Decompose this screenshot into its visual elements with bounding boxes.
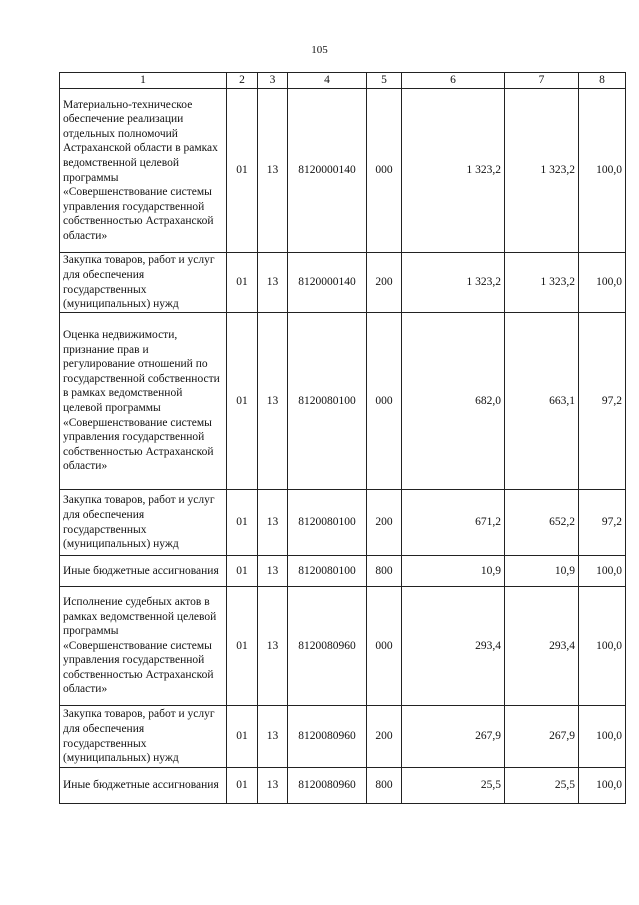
row-name: Закупка товаров, работ и услуг для обеспечения государственных (муниципальных) нужд [60,253,227,313]
cell-col6: 671,2 [402,490,505,556]
header-cell: 7 [505,73,579,89]
cell-target-article: 8120080100 [288,313,367,490]
cell-section: 01 [227,89,258,253]
cell-expense-type: 200 [367,490,402,556]
cell-expense-type: 000 [367,89,402,253]
cell-percent: 97,2 [579,490,626,556]
table-header-row [60,73,626,89]
table-row [60,556,626,587]
cell-subsection: 13 [258,89,288,253]
header-cell: 4 [288,73,367,89]
cell-percent: 100,0 [579,89,626,253]
header-cell: 5 [367,73,402,89]
table-row [60,89,626,253]
cell-expense-type: 200 [367,706,402,768]
cell-expense-type: 000 [367,587,402,706]
table-row [60,706,626,768]
cell-target-article: 8120080100 [288,556,367,587]
cell-subsection: 13 [258,768,288,804]
cell-col7: 1 323,2 [505,253,579,313]
cell-col7: 1 323,2 [505,89,579,253]
row-name: Закупка товаров, работ и услуг для обеспечения государственных (муниципальных) нужд [60,706,227,768]
cell-target-article: 8120000140 [288,89,367,253]
row-name: Иные бюджетные ассигнования [60,768,227,804]
cell-target-article: 8120080100 [288,490,367,556]
cell-subsection: 13 [258,587,288,706]
cell-section: 01 [227,313,258,490]
row-name: Иные бюджетные ассигнования [60,556,227,587]
cell-target-article: 8120000140 [288,253,367,313]
cell-col6: 25,5 [402,768,505,804]
cell-col7: 652,2 [505,490,579,556]
header-cell: 2 [227,73,258,89]
header-cell: 8 [579,73,626,89]
cell-col6: 10,9 [402,556,505,587]
cell-col6: 293,4 [402,587,505,706]
page-number: 105 [311,44,328,56]
row-name: Исполнение судебных актов в рамках ведомственной целевой программы «Совершенствование системы управления государственной собственностью Астраханской области» [60,587,227,706]
cell-percent: 100,0 [579,706,626,768]
header-cell: 1 [60,73,227,89]
cell-percent: 100,0 [579,587,626,706]
cell-expense-type: 200 [367,253,402,313]
row-name: Материально-техническое обеспечение реализации отдельных полномочий Астраханской области в рамках ведомственной целевой программы «Совершенствование системы управления государственной собственностью Астраханской области» [60,89,227,253]
cell-col7: 293,4 [505,587,579,706]
cell-section: 01 [227,706,258,768]
cell-section: 01 [227,768,258,804]
table-row [60,253,626,313]
header-cell: 3 [258,73,288,89]
cell-percent: 100,0 [579,768,626,804]
cell-expense-type: 000 [367,313,402,490]
cell-section: 01 [227,253,258,313]
cell-col6: 267,9 [402,706,505,768]
cell-section: 01 [227,490,258,556]
cell-percent: 97,2 [579,313,626,490]
cell-target-article: 8120080960 [288,706,367,768]
row-name: Закупка товаров, работ и услуг для обеспечения государственных (муниципальных) нужд [60,490,227,556]
table-row [60,313,626,490]
budget-table [59,72,626,804]
cell-col7: 10,9 [505,556,579,587]
cell-col7: 25,5 [505,768,579,804]
cell-target-article: 8120080960 [288,768,367,804]
cell-subsection: 13 [258,253,288,313]
cell-col7: 267,9 [505,706,579,768]
cell-section: 01 [227,556,258,587]
cell-col6: 1 323,2 [402,89,505,253]
cell-percent: 100,0 [579,556,626,587]
cell-subsection: 13 [258,706,288,768]
header-cell: 6 [402,73,505,89]
cell-col7: 663,1 [505,313,579,490]
table-row [60,768,626,804]
cell-subsection: 13 [258,313,288,490]
table-row [60,587,626,706]
cell-col6: 682,0 [402,313,505,490]
cell-expense-type: 800 [367,556,402,587]
cell-target-article: 8120080960 [288,587,367,706]
row-name: Оценка недвижимости, признание прав и регулирование отношений по государственной собственности в рамках ведомственной целевой программы «Совершенствование системы управления государственной собственностью Астраханской области» [60,313,227,490]
cell-percent: 100,0 [579,253,626,313]
table-row [60,490,626,556]
cell-col6: 1 323,2 [402,253,505,313]
cell-section: 01 [227,587,258,706]
cell-subsection: 13 [258,490,288,556]
cell-subsection: 13 [258,556,288,587]
cell-expense-type: 800 [367,768,402,804]
